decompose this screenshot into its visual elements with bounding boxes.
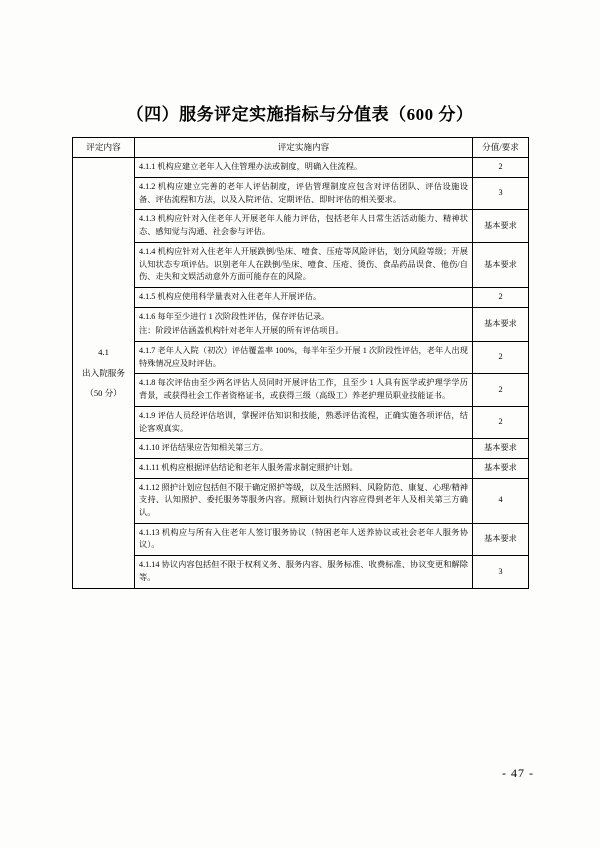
page-number: - 47 -: [502, 766, 534, 780]
row-content: 4.1.5 机构应使用科学量表对入住老年人开展评估。: [135, 287, 473, 307]
row-score: 基本要求: [473, 242, 529, 287]
row-score: 基本要求: [473, 210, 529, 242]
row-score: 基本要求: [473, 523, 529, 555]
row-content: 4.1.7 老年人入院（初次）评估覆盖率 100%，每半年至少开展 1 次阶段性评估，老年人出现特殊情况应及时评估。: [135, 342, 473, 374]
header-score-requirement: 分值/要求: [473, 138, 529, 158]
row-score: 2: [473, 287, 529, 307]
row-content: 4.1.8 每次评估由至少两名评估人员同时开展评估工作，且至少 1 人具有医学或护理学学历背景，或获得社会工作者资格证书，或获得三级（高级工）养老护理员职业技能证书。: [135, 374, 473, 406]
table-row: [73, 242, 529, 287]
row-content: 4.1.1 机构应建立老年人入住管理办法或制度，明确入住流程。: [135, 158, 473, 178]
page-title: （四）服务评定实施指标与分值表（600 分）: [126, 105, 474, 124]
row-score: 2: [473, 342, 529, 374]
row-score: 2: [473, 158, 529, 178]
header-implementation-content: 评定实施内容: [135, 138, 473, 158]
row-content-main: 4.1.6 每年至少进行 1 次阶段性评估，保存评估记录。: [139, 311, 330, 321]
row-content: [135, 307, 473, 341]
row-content: 4.1.9 评估人员经评估培训，掌握评估知识和技能，熟悉评估流程，正确实施各项评估，结论客观真实。: [135, 406, 473, 438]
table-row: [73, 374, 529, 406]
table-header-row: [73, 138, 529, 158]
table-row: [73, 523, 529, 555]
table-row: [73, 406, 529, 438]
row-content: 4.1.2 机构应建立完善的老年人评估制度，评估管理制度应包含对评估团队、评估设施设备、评估流程和方法，以及入院评估、定期评估、即时评估的相关要求。: [135, 178, 473, 210]
row-score: 3: [473, 556, 529, 588]
header-content-category: 评定内容: [73, 138, 135, 158]
table-row: [73, 556, 529, 588]
row-score: 3: [473, 178, 529, 210]
row-content: 4.1.13 机构应与所有入住老年人签订服务协议（特困老年人送养协议或社会老年人服务协议）。: [135, 523, 473, 555]
row-score: 4: [473, 478, 529, 523]
table-row: [73, 439, 529, 459]
table-row: [73, 478, 529, 523]
table-row: [73, 158, 529, 178]
section-label-cell: [73, 158, 135, 588]
section-score: （50 分）: [85, 388, 122, 399]
row-content-note: 注：阶段评估涵盖机构针对老年人开展的所有评估项目。: [139, 326, 344, 336]
table-row: [73, 210, 529, 242]
table-row: [73, 287, 529, 307]
row-content: 4.1.3 机构应针对入住老年人开展老年人能力评估，包括老年人日常生活活动能力、精神状态、感知觉与沟通、社会参与评估。: [135, 210, 473, 242]
row-content: 4.1.11 机构应根据评估结论和老年人服务需求制定照护计划。: [135, 458, 473, 478]
section-code: 4.1: [98, 347, 109, 358]
row-content: 4.1.4 机构应针对入住老年人开展跌倒/坠床、噎食、压疮等风险评估，划分风险等级；开展认知状态专项评估。识别老年人在跌倒/坠床、噎食、压疮、烫伤、食品药品误食、他伤/自伤、走失和文娱活动意外方面可能存在的风险。: [135, 242, 473, 287]
section-name: 出入院服务: [82, 367, 125, 378]
row-content: 4.1.10 评估结果应告知相关第三方。: [135, 439, 473, 459]
evaluation-table: [72, 137, 529, 589]
table-row: [73, 307, 529, 341]
row-content: 4.1.14 协议内容包括但不限于权利义务、服务内容、服务标准、收费标准、协议变更和解除等。: [135, 556, 473, 588]
row-score: 2: [473, 374, 529, 406]
table-row: [73, 178, 529, 210]
row-score: 基本要求: [473, 458, 529, 478]
table-row: [73, 458, 529, 478]
row-score: 2: [473, 406, 529, 438]
row-score: 基本要求: [473, 439, 529, 459]
row-content: 4.1.12 照护计划应包括但不限于确定照护等级，以及生活照料、风险防范、康复、心理/精神支持、认知照护、委托服务等服务内容。照顾计划执行内容应得到老年人及相关第三方确认。: [135, 478, 473, 523]
table-row: [73, 342, 529, 374]
row-score: 基本要求: [473, 307, 529, 341]
